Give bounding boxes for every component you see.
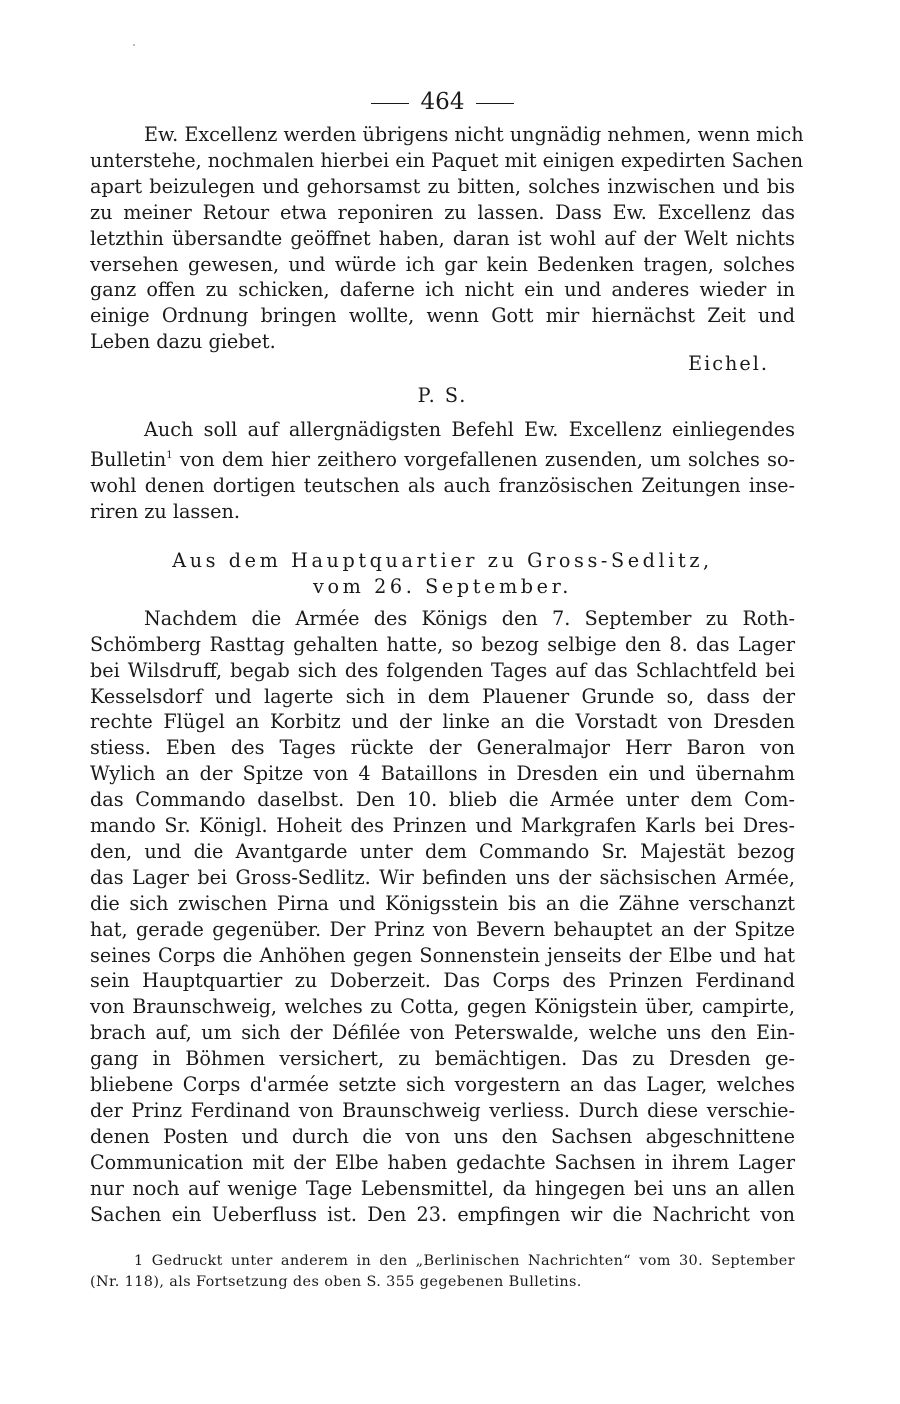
- postscript-line-rest: von dem hier zeithero vorgefallenen zusenden, um solches so-: [179, 448, 795, 472]
- section-line: gang in Böhmen versichert, zu bemächtigen. Das zu Dresden ge-: [90, 1047, 795, 1071]
- letter-line: letzthin übersandte geöffnet haben, daran ist wohl auf der Welt nichts: [90, 226, 795, 250]
- postscript-line: riren zu lassen.: [90, 499, 240, 523]
- letter-signature: Eichel.: [688, 352, 769, 376]
- page-number: 464: [420, 89, 465, 115]
- section-line: mando Sr. Königl. Hoheit des Prinzen und Markgrafen Karls bei Dres-: [90, 814, 795, 838]
- letter-line: apart beizulegen und gehorsamst zu bitten, solches inzwischen und bis: [90, 174, 795, 198]
- bulletin-word: Bulletin: [90, 448, 167, 472]
- section-paragraph: [90, 606, 795, 1228]
- section-line: Communication mit der Elbe haben gedachte Sachsen in ihrem Lager: [90, 1150, 795, 1174]
- postscript-line: [90, 443, 795, 473]
- section-line: das Lager bei Gross-Sedlitz. Wir befinden uns der sächsischen Armée,: [90, 865, 795, 889]
- section-line: Kesselsdorf und lagerte sich in dem Plauener Grunde so, dass der: [90, 684, 795, 708]
- section-line: Sachen ein Ueberfluss ist. Den 23. empfingen wir die Nachricht von: [90, 1202, 795, 1226]
- letter-line: ganz offen zu schicken, daferne ich nicht ein und anderes wieder in: [90, 278, 795, 302]
- section-line: bei Wilsdruff, begab sich des folgenden Tages auf das Schlachtfeld bei: [90, 658, 795, 682]
- letter-line: einige Ordnung bringen wollte, wenn Gott mir hiernächst Zeit und: [90, 304, 795, 328]
- section-line: Nachdem die Armée des Königs den 7. September zu Roth-: [144, 606, 795, 630]
- footnote: [90, 1251, 795, 1293]
- letter-line: Leben dazu giebet.: [90, 330, 276, 354]
- header-dash-right: [476, 103, 514, 104]
- section-line: stiess. Eben des Tages rückte der Generalmajor Herr Baron von: [90, 736, 795, 760]
- section-title-line: Aus dem Hauptquartier zu Gross-Sedlitz,: [172, 548, 713, 572]
- letter-line: versehen gewesen, und würde ich gar kein Bedenken tragen, solches: [90, 252, 795, 276]
- section-line: brach auf, um sich der Défilée von Peterswalde, welche uns den Ein-: [90, 1021, 795, 1045]
- postscript-line: wohl denen dortigen teutschen als auch französischen Zeitungen inse-: [90, 473, 795, 497]
- section-line: der Prinz Ferdinand von Braunschweig verliess. Durch diese verschie-: [90, 1099, 795, 1122]
- postscript-paragraph: [90, 417, 795, 525]
- section-line: das Commando daselbst. Den 10. blieb die Armée unter dem Com-: [90, 788, 795, 812]
- letter-line: zu meiner Retour etwa reponiren zu lassen. Dass Ew. Excellenz das: [90, 200, 795, 224]
- section-title-line: vom 26. September.: [313, 574, 572, 598]
- section-line: Schömberg Rasttag gehalten hatte, so bezog selbige den 8. das Lager: [90, 632, 795, 656]
- section-line: hat, gerade gegenüber. Der Prinz von Bevern behauptet an der Spitze: [90, 917, 795, 941]
- section-line: von Braunschweig, welches zu Cotta, gegen Königstein über, campirte,: [90, 995, 795, 1019]
- book-page: [90, 84, 804, 1228]
- letter-line: Ew. Excellenz werden übrigens nicht ungnädig nehmen, wenn mich: [144, 123, 804, 146]
- scan-speck: [133, 44, 135, 46]
- section-line: denen Posten und durch die von uns den Sachsen abgeschnittene: [90, 1124, 795, 1148]
- header-dash-left: [371, 103, 409, 104]
- section-line: Wylich an der Spitze von 4 Bataillons in Dresden ein und übernahm: [90, 762, 795, 786]
- section-title: [90, 548, 795, 600]
- letter-line: unterstehe, nochmalen hierbei ein Paquet mit einigen expedirten Sachen: [90, 148, 804, 172]
- section-line: den, und die Avantgarde unter dem Commando Sr. Majestät bezog: [90, 839, 795, 863]
- postscript-line: Auch soll auf allergnädigsten Befehl Ew. Excellenz einliegendes: [144, 418, 795, 442]
- letter-paragraph: [90, 122, 804, 355]
- footnote-line: 1 Gedruckt unter anderem in den „Berlinischen Nachrichten“ vom 30. September: [134, 1253, 795, 1269]
- footnote-marker: 1: [166, 450, 173, 462]
- section-line: nur noch auf wenige Tage Lebensmittel, da hingegen bei uns an allen: [90, 1176, 795, 1200]
- footnote-line: (Nr. 118), als Fortsetzung des oben S. 355 gegebenen Bulletins.: [90, 1274, 582, 1290]
- section-line: seines Corps die Anhöhen gegen Sonnenstein jenseits der Elbe und hat: [90, 943, 795, 967]
- section-line: bliebene Corps d'armée setzte sich vorgestern an das Lager, welches: [90, 1073, 795, 1097]
- section-line: die sich zwischen Pirna und Königsstein bis an die Zähne verschanzt: [90, 891, 795, 915]
- section-line: rechte Flügel an Korbitz und der linke an die Vorstadt von Dresden: [90, 710, 795, 734]
- page-header: [90, 84, 795, 120]
- section-line: sein Hauptquartier zu Doberzeit. Das Corps des Prinzen Ferdinand: [90, 969, 795, 993]
- postscript-heading: P. S.: [417, 384, 468, 408]
